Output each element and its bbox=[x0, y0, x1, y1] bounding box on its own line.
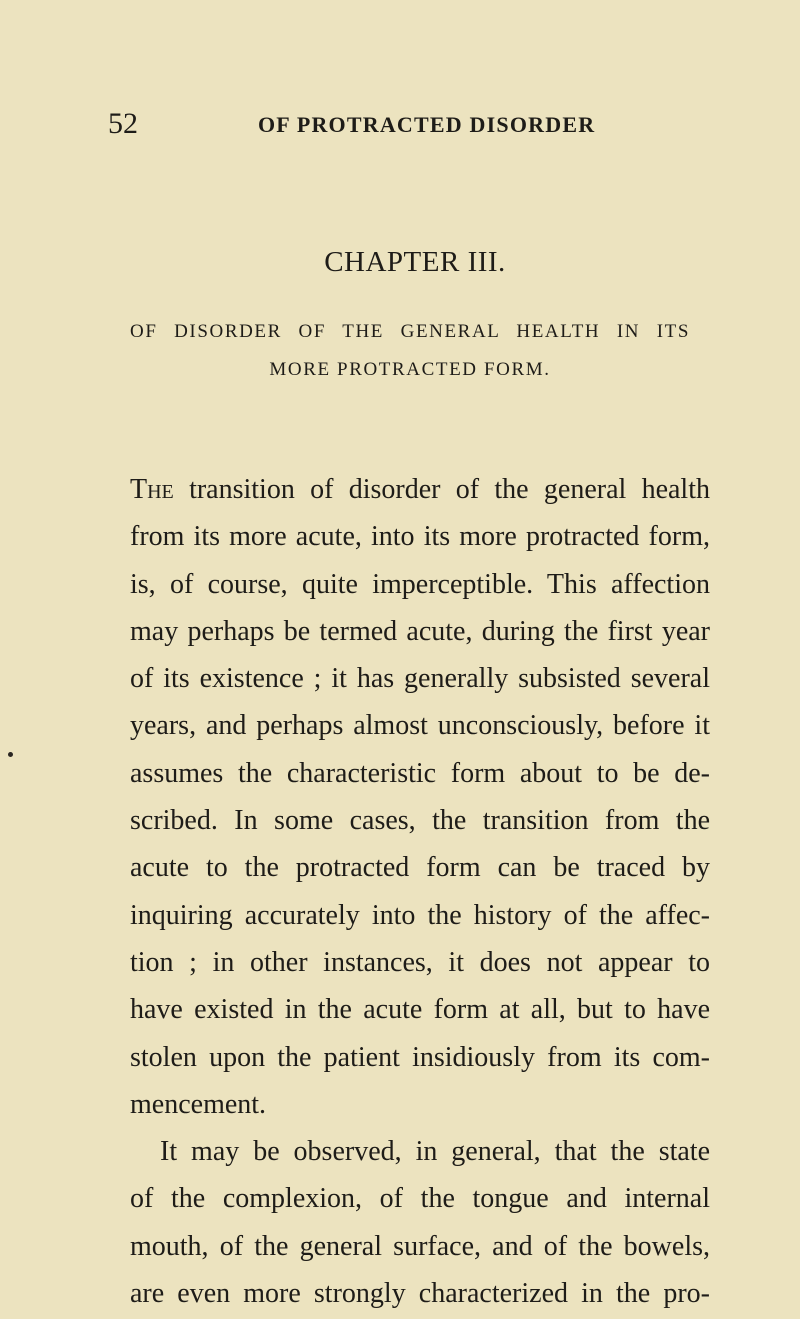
text-line: mouth, of the general surface, and of the bowels, bbox=[130, 1230, 710, 1262]
text-line: are even more strongly characterized in the pro- bbox=[130, 1278, 710, 1310]
text-line: stolen upon the patient insidiously from its com- bbox=[130, 1041, 710, 1073]
drop-word: The bbox=[130, 474, 174, 505]
paragraph bbox=[130, 466, 710, 1128]
text-line: scribed. In some cases, the transition from the bbox=[130, 805, 710, 837]
text-line: from its more acute, into its more protracted form, bbox=[130, 521, 710, 553]
text-line: is, of course, quite imperceptible. This affection bbox=[130, 568, 710, 600]
text-line: have existed in the acute form at all, but to have bbox=[130, 994, 710, 1026]
chapter-subtitle-line: OF DISORDER OF THE GENERAL HEALTH IN ITS bbox=[130, 321, 690, 342]
text-line: mencement. bbox=[130, 1088, 267, 1120]
text-line: It may be observed, in general, that the state bbox=[160, 1136, 710, 1168]
chapter-title: CHAPTER III. bbox=[324, 246, 506, 278]
text-line: acute to the protracted form can be traced by bbox=[130, 852, 710, 884]
running-head bbox=[108, 104, 708, 144]
paragraph bbox=[130, 1128, 710, 1317]
chapter-subtitle bbox=[130, 313, 690, 389]
chapter-subtitle-line: MORE PROTRACTED FORM. bbox=[269, 359, 551, 380]
text-line: tion ; in other instances, it does not appear to bbox=[130, 946, 710, 978]
text-line: years, and perhaps almost unconsciously, before it bbox=[130, 710, 710, 742]
running-title: OF PROTRACTED DISORDER bbox=[258, 112, 596, 137]
text-line: assumes the characteristic form about to be de- bbox=[130, 757, 710, 789]
body-text bbox=[130, 466, 710, 1317]
text-line: inquiring accurately into the history of the affec- bbox=[130, 899, 710, 931]
text-line: The transition of disorder of the general health bbox=[130, 474, 710, 505]
page-number: 52 bbox=[108, 107, 138, 140]
margin-speck bbox=[8, 752, 13, 757]
text-line: of the complexion, of the tongue and internal bbox=[130, 1183, 710, 1215]
text-line: of its existence ; it has generally subsisted several bbox=[130, 663, 710, 695]
text-line: may perhaps be termed acute, during the first year bbox=[130, 615, 710, 647]
